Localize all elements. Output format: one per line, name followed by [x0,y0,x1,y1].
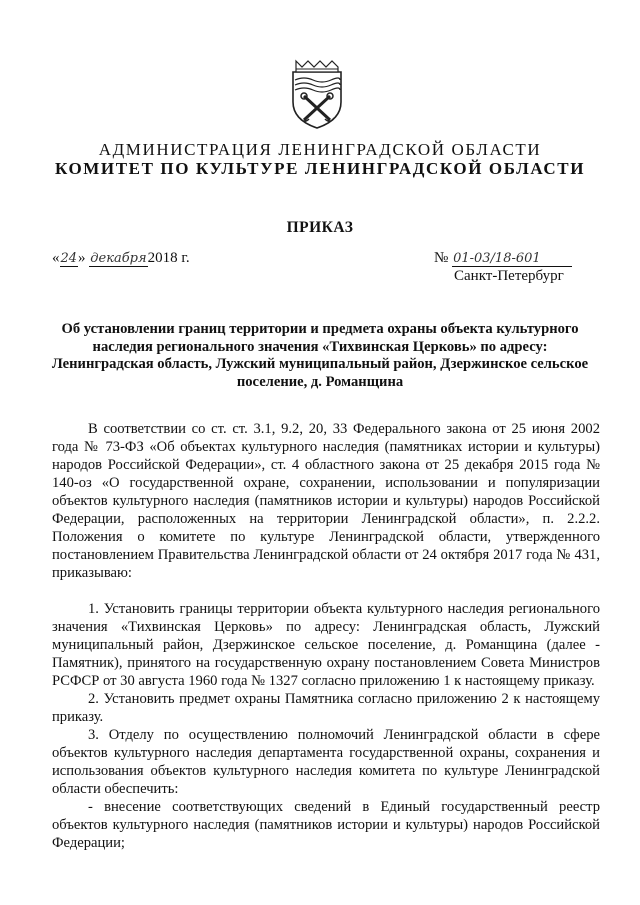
date-day: 24 [60,251,78,266]
preamble-paragraph: В соответствии со ст. ст. 3.1, 9.2, 20, 33 Федерального закона от 25 июня 2002 года № 73-ФЗ «Об объектах культурного наследия (памятниках истории и культуры) народов Российской Федерации», ст. 4 областного закона от 25 декабря 2015 года № 140-оз «О государственной охране, сохранении, использовании и популяризации объектов культурного наследия (памятников истории и культуры) народов Российской Федерации, расположенных на территории Ленинградской области», п. 2.2.2. Положения о комитете по культуре Ленинградской области, утвержденного постановлением Правительства Ленинградской области от 24 октября 2017 года № 431, приказываю: [52,421,600,581]
document-subject: Об установлении границ территории и предмета охраны объекта культурного наследия регионального значения «Тихвинская Церковь» по адресу: Ленинградская область, Лужский муниципальный район, Дзержинское сельское поселение, д. Романщина [51,321,589,390]
item-1-paragraph: 1. Установить границы территории объекта культурного наследия регионального значения «Тихвинская Церковь» по адресу: Ленинградская область, Лужский муниципальный район, Дзержинское сельское поселение, д. Романщина (далее - Памятник), принятого на государственную охрану постановлением Совета Министров РСФСР от 30 августа 1960 года № 1327 согласно приложению 1 к настоящему приказу. [52,601,600,689]
number-label: № [434,250,449,266]
item-2-paragraph: 2. Установить предмет охраны Памятника согласно приложению 2 к настоящему приказу. [52,691,600,725]
date-close-quote: » [78,250,86,266]
organization-line-1: АДМИНИСТРАЦИЯ ЛЕНИНГРАДСКОЙ ОБЛАСТИ [98,140,542,159]
document-date [52,250,190,267]
date-month: декабря [90,251,147,266]
coat-of-arms-emblem [290,58,344,130]
document-city: Санкт-Петербург [454,268,564,284]
document-body [52,420,600,852]
document-number [434,250,572,267]
date-open-quote: « [52,250,60,266]
organization-line-2: КОМИТЕТ ПО КУЛЬТУРЕ ЛЕНИНГРАДСКОЙ ОБЛАСТИ [54,159,586,178]
date-year: 2018 г. [147,250,190,266]
document-title: ПРИКАЗ [286,219,354,236]
item-3-paragraph: 3. Отделу по осуществлению полномочий Ленинградской области в сфере объектов культурного наследия департамента государственной охраны, сохранения и использования объектов культурного наследия комитета по культуре Ленинградской области обеспечить: [52,727,600,797]
item-3-sub-1-paragraph: - внесение соответствующих сведений в Единый государственный реестр объектов культурного наследия (памятников истории и культуры) народов Российской Федерации; [52,799,600,851]
number-value: 01-03/18-601 [452,251,572,267]
